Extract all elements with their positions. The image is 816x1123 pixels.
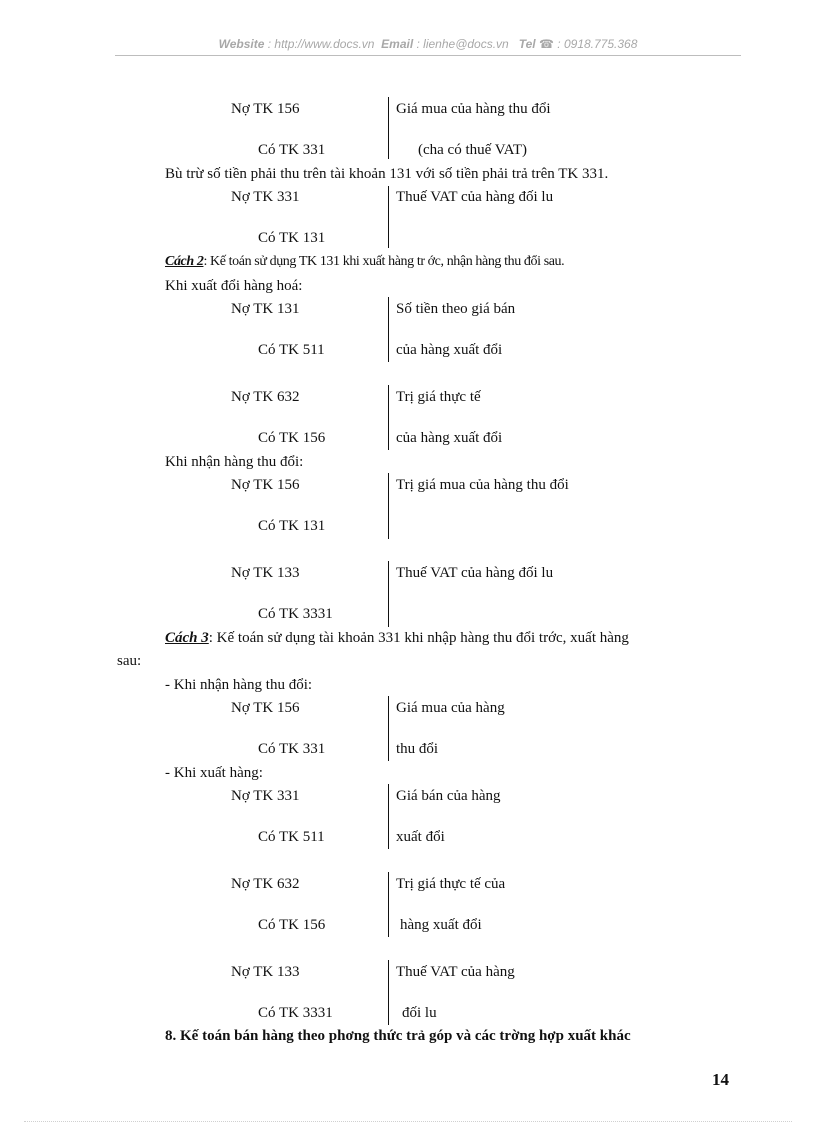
paragraph: - Khi nhận hàng thu đổi: <box>165 677 313 693</box>
credit-entry: Có TK 156 <box>258 917 326 933</box>
entry-description: Số tiền theo giá bán <box>396 301 516 317</box>
entry-description: hàng xuất đổi <box>400 917 482 933</box>
method-2-label: Cách 2 <box>165 254 204 269</box>
page-number: 14 <box>712 1070 729 1089</box>
entry-description: Trị giá thực tế của <box>396 876 506 892</box>
entry-description: đối lu <box>402 1005 437 1021</box>
entry-description: Thuế VAT của hàng đối lu <box>396 565 554 581</box>
entry-divider <box>388 784 389 849</box>
entry-description: Thuế VAT của hàng đối lu <box>396 189 554 205</box>
entry-divider <box>388 385 389 450</box>
entry-description: Trị giá mua của hàng thu đổi <box>396 477 569 493</box>
footer-divider <box>24 1121 792 1122</box>
phone-icon: ☎ <box>539 37 554 51</box>
entry-divider <box>388 297 389 362</box>
header-divider <box>115 55 741 56</box>
debit-entry: Nợ TK 133 <box>231 565 300 581</box>
entry-divider <box>388 473 389 539</box>
method-2-text: : Kế toán sử dụng TK 131 khi xuất hàng tr ớc, nhận hàng thu đổi sau. <box>203 254 565 269</box>
credit-entry: Có TK 331 <box>258 741 326 757</box>
entry-description: Giá bán của hàng <box>396 788 501 804</box>
website-label: Website <box>218 37 265 51</box>
entry-description: Thuế VAT của hàng <box>396 964 515 980</box>
entry-description: xuất đổi <box>396 829 445 845</box>
method-3-paragraph <box>165 629 629 647</box>
method-3-text: : Kế toán sử dụng tài khoản 331 khi nhập hàng thu đổi trớc, xuất hàng <box>208 630 629 646</box>
entry-divider <box>388 696 389 761</box>
entry-description: Giá mua của hàng <box>396 700 505 716</box>
credit-entry: Có TK 3331 <box>258 1005 333 1021</box>
paragraph: Khi xuất đổi hàng hoá: <box>165 278 303 294</box>
credit-entry: Có TK 131 <box>258 230 326 246</box>
entry-description: của hàng xuất đổi <box>396 342 503 358</box>
email-label: Email <box>381 37 414 51</box>
debit-entry: Nợ TK 156 <box>231 101 300 117</box>
debit-entry: Nợ TK 133 <box>231 964 300 980</box>
entry-description: thu đổi <box>396 741 439 757</box>
debit-entry: Nợ TK 331 <box>231 788 300 804</box>
method-2-paragraph <box>165 253 564 271</box>
credit-entry: Có TK 511 <box>258 829 325 845</box>
entry-description: của hàng xuất đổi <box>396 430 503 446</box>
debit-entry: Nợ TK 131 <box>231 301 300 317</box>
entry-divider <box>388 872 389 937</box>
tel-number: : 0918.775.368 <box>557 37 638 51</box>
email-address: : lienhe@docs.vn <box>416 37 509 51</box>
credit-entry: Có TK 3331 <box>258 606 333 622</box>
page-header <box>115 37 741 51</box>
paragraph: - Khi xuất hàng: <box>165 765 263 781</box>
debit-entry: Nợ TK 156 <box>231 477 300 493</box>
paragraph: sau: <box>117 653 142 669</box>
entry-divider <box>388 960 389 1025</box>
credit-entry: Có TK 131 <box>258 518 326 534</box>
entry-divider <box>388 97 389 159</box>
credit-entry: Có TK 156 <box>258 430 326 446</box>
debit-entry: Nợ TK 156 <box>231 700 300 716</box>
debit-entry: Nợ TK 632 <box>231 876 300 892</box>
credit-entry: Có TK 511 <box>258 342 325 358</box>
method-3-label: Cách 3 <box>165 630 209 646</box>
entry-description: (cha có thuế VAT) <box>418 142 527 158</box>
entry-divider <box>388 186 389 248</box>
section-heading: 8. Kế toán bán hàng theo phơng thức trả góp và các trờng hợp xuất khác <box>165 1028 631 1044</box>
paragraph: Bù trừ số tiền phải thu trên tài khoản 131 với số tiền phải trả trên TK 331. <box>165 166 609 182</box>
debit-entry: Nợ TK 331 <box>231 189 300 205</box>
entry-description: Trị giá thực tế <box>396 389 481 405</box>
website-url: : http://www.docs.vn <box>267 37 375 51</box>
credit-entry: Có TK 331 <box>258 142 326 158</box>
tel-label: Tel <box>518 37 536 51</box>
debit-entry: Nợ TK 632 <box>231 389 300 405</box>
entry-divider <box>388 561 389 627</box>
entry-description: Giá mua của hàng thu đổi <box>396 101 551 117</box>
paragraph: Khi nhận hàng thu đổi: <box>165 454 304 470</box>
